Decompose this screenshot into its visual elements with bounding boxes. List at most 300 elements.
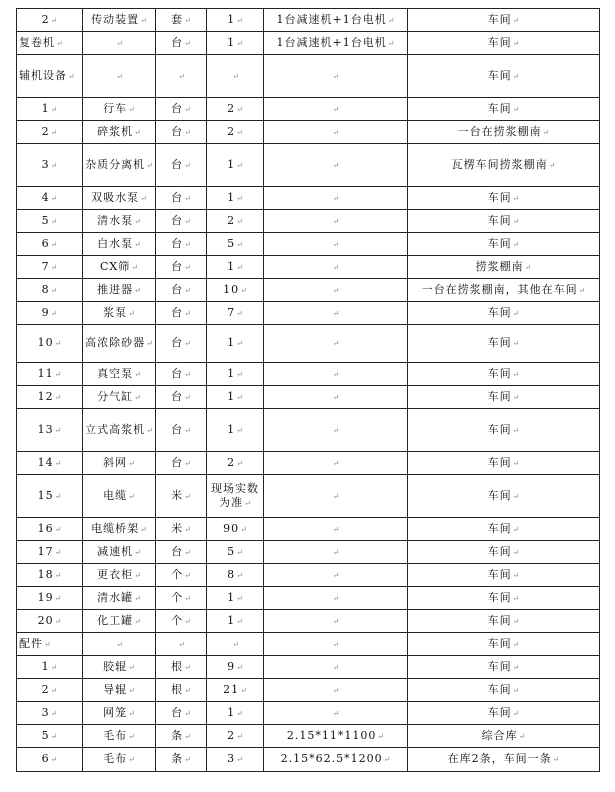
col-name-cell [83, 9, 156, 32]
col-unit-cell [156, 633, 207, 656]
col-location-cell [408, 9, 600, 32]
table-row [17, 475, 600, 518]
paragraph-mark-icon: ↵ [332, 639, 340, 649]
col-no-text: 6 [41, 752, 50, 765]
table-row [17, 541, 600, 564]
col-no-text: 19 [37, 590, 54, 604]
col-name-cell [83, 541, 156, 564]
table-row [17, 302, 600, 325]
col-name-cell [83, 633, 156, 656]
table-row [17, 679, 600, 702]
col-no-cell [17, 256, 83, 279]
col-location-text: 车间 [487, 336, 512, 349]
col-name-text: CX筛 [100, 259, 131, 273]
paragraph-mark-icon: ↵ [128, 755, 135, 764]
col-qty-text: 2 [227, 101, 236, 115]
col-name-cell [83, 325, 156, 363]
paragraph-mark-icon: ↵ [134, 392, 141, 402]
col-location-cell [408, 452, 600, 475]
paragraph-mark-icon: ↵ [184, 15, 191, 25]
table-row [17, 32, 600, 55]
paragraph-mark-icon: ↵ [56, 38, 63, 48]
paragraph-mark-icon: ↵ [236, 216, 243, 226]
paragraph-mark-icon: ↵ [512, 308, 520, 318]
table-row [17, 55, 600, 98]
paragraph-mark-icon: ↵ [184, 547, 191, 557]
col-location-cell [408, 363, 600, 386]
col-qty-cell [207, 564, 264, 587]
paragraph-mark-icon: ↵ [387, 38, 395, 48]
col-spec-text: 1台减速机+1台电机 [276, 35, 387, 49]
col-unit-text: 米 [171, 521, 184, 535]
col-unit-text: 台 [171, 157, 184, 171]
col-location-cell [408, 386, 600, 409]
col-unit-cell [156, 279, 207, 302]
col-no-cell [17, 541, 83, 564]
col-spec-cell [264, 55, 408, 98]
table-row [17, 518, 600, 541]
table-row [17, 279, 600, 302]
col-location-text: 车间 [487, 613, 512, 627]
col-no-text: 6 [41, 236, 50, 250]
paragraph-mark-icon: ↵ [50, 685, 58, 695]
col-unit-text: 台 [171, 190, 184, 204]
paragraph-mark-icon: ↵ [512, 104, 520, 114]
col-no-cell [17, 9, 83, 32]
col-location-cell [408, 32, 600, 55]
col-unit-cell [156, 748, 207, 772]
paragraph-mark-icon: ↵ [240, 285, 247, 295]
col-qty-cell [207, 386, 264, 409]
paragraph-mark-icon: ↵ [116, 38, 123, 48]
paragraph-mark-icon: ↵ [518, 731, 526, 741]
col-no-cell [17, 610, 83, 633]
paragraph-mark-icon: ↵ [140, 524, 147, 534]
col-spec-cell [264, 98, 408, 121]
paragraph-mark-icon: ↵ [50, 239, 58, 249]
col-location-text: 在库2条，车间一条 [447, 752, 552, 765]
paragraph-mark-icon: ↵ [512, 616, 520, 626]
col-qty-text: 5 [227, 236, 236, 250]
col-location-text: 车间 [487, 389, 512, 403]
col-no-text: 14 [37, 455, 54, 469]
col-unit-cell [156, 564, 207, 587]
paragraph-mark-icon: ↵ [134, 285, 141, 295]
paragraph-mark-icon: ↵ [236, 160, 243, 170]
col-unit-text: 根 [171, 659, 184, 673]
col-location-text: 瓦楞车间捞浆棚南 [451, 157, 548, 171]
paragraph-mark-icon: ↵ [184, 308, 191, 318]
equipment-table [16, 8, 600, 772]
col-unit-text: 台 [171, 544, 184, 558]
paragraph-mark-icon: ↵ [512, 547, 520, 557]
col-spec-cell [264, 386, 408, 409]
col-spec-cell [264, 656, 408, 679]
col-location-cell [408, 610, 600, 633]
col-name-text: 高浓除砂器 [85, 336, 146, 349]
col-unit-cell [156, 256, 207, 279]
col-location-cell [408, 564, 600, 587]
paragraph-mark-icon: ↵ [236, 755, 243, 764]
paragraph-mark-icon: ↵ [184, 369, 191, 379]
paragraph-mark-icon: ↵ [332, 524, 340, 534]
col-no-cell [17, 55, 83, 98]
table-row [17, 210, 600, 233]
col-spec-cell [264, 518, 408, 541]
paragraph-mark-icon: ↵ [332, 262, 340, 272]
paragraph-mark-icon: ↵ [512, 685, 520, 695]
col-name-cell [83, 475, 156, 518]
col-qty-cell [207, 702, 264, 725]
table-row [17, 9, 600, 32]
paragraph-mark-icon: ↵ [146, 160, 153, 170]
paragraph-mark-icon: ↵ [184, 425, 191, 435]
col-unit-cell [156, 386, 207, 409]
paragraph-mark-icon: ↵ [50, 708, 58, 718]
col-spec-cell [264, 32, 408, 55]
col-no-cell [17, 187, 83, 210]
col-no-text: 3 [41, 157, 50, 171]
col-no-cell [17, 233, 83, 256]
col-spec-cell [264, 564, 408, 587]
table-row [17, 564, 600, 587]
paragraph-mark-icon: ↵ [236, 458, 243, 468]
col-qty-cell [207, 587, 264, 610]
col-qty-text: 3 [227, 752, 236, 765]
paragraph-mark-icon: ↵ [128, 731, 135, 741]
col-spec-cell [264, 409, 408, 452]
paragraph-mark-icon: ↵ [128, 458, 135, 468]
col-spec-cell [264, 144, 408, 187]
paragraph-mark-icon: ↵ [524, 262, 532, 272]
col-no-cell [17, 302, 83, 325]
col-unit-cell [156, 55, 207, 98]
col-spec-cell [264, 210, 408, 233]
col-spec-cell [264, 256, 408, 279]
paragraph-mark-icon: ↵ [383, 755, 391, 764]
paragraph-mark-icon: ↵ [184, 593, 191, 603]
col-no-cell [17, 475, 83, 518]
paragraph-mark-icon: ↵ [332, 547, 340, 557]
paragraph-mark-icon: ↵ [332, 193, 340, 203]
col-unit-cell [156, 475, 207, 518]
paragraph-mark-icon: ↵ [332, 216, 340, 226]
paragraph-mark-icon: ↵ [512, 639, 520, 649]
col-name-text: 双吸水泵 [91, 190, 140, 204]
col-qty-cell [207, 144, 264, 187]
col-spec-text: 2.15*11*1100 [286, 728, 377, 742]
col-location-cell [408, 210, 600, 233]
col-name-text: 化工罐 [97, 613, 134, 627]
paragraph-mark-icon: ↵ [116, 639, 123, 649]
col-name-cell [83, 386, 156, 409]
paragraph-mark-icon: ↵ [542, 127, 550, 137]
col-name-text: 行车 [103, 101, 128, 115]
paragraph-mark-icon: ↵ [236, 616, 243, 626]
col-name-cell [83, 702, 156, 725]
paragraph-mark-icon: ↵ [68, 71, 75, 81]
col-spec-text: 2.15*62.5*1200 [280, 752, 383, 765]
col-no-cell [17, 748, 83, 772]
paragraph-mark-icon: ↵ [184, 731, 191, 741]
col-unit-text: 套 [171, 12, 184, 26]
col-qty-text: 1 [227, 705, 236, 719]
col-name-text: 传动装置 [91, 12, 140, 26]
paragraph-mark-icon: ↵ [146, 339, 153, 348]
col-qty-cell [207, 55, 264, 98]
paragraph-mark-icon: ↵ [134, 593, 141, 603]
paragraph-mark-icon: ↵ [236, 425, 243, 435]
paragraph-mark-icon: ↵ [184, 193, 191, 203]
paragraph-mark-icon: ↵ [332, 339, 340, 348]
col-unit-text: 根 [171, 682, 184, 696]
col-unit-cell [156, 610, 207, 633]
col-qty-cell [207, 187, 264, 210]
paragraph-mark-icon: ↵ [50, 262, 58, 272]
paragraph-mark-icon: ↵ [184, 339, 191, 348]
col-location-cell [408, 725, 600, 748]
col-no-cell [17, 725, 83, 748]
col-no-text: 复卷机 [19, 35, 55, 49]
paragraph-mark-icon: ↵ [332, 616, 340, 626]
col-qty-text: 10 [223, 282, 240, 296]
col-location-text: 车间 [487, 521, 512, 535]
col-qty-cell [207, 325, 264, 363]
col-location-cell [408, 518, 600, 541]
paragraph-mark-icon: ↵ [512, 392, 520, 402]
col-unit-cell [156, 210, 207, 233]
col-qty-text: 1 [227, 389, 236, 403]
col-qty-text: 1 [227, 12, 236, 26]
paragraph-mark-icon: ↵ [116, 71, 123, 81]
paragraph-mark-icon: ↵ [128, 308, 135, 318]
col-spec-cell [264, 233, 408, 256]
col-location-text: 车间 [487, 659, 512, 673]
col-unit-text: 台 [171, 35, 184, 49]
col-qty-text: 5 [227, 544, 236, 558]
col-no-text: 2 [41, 12, 50, 26]
paragraph-mark-icon: ↵ [134, 239, 141, 249]
paragraph-mark-icon: ↵ [134, 616, 141, 626]
col-location-cell [408, 633, 600, 656]
col-unit-text: 个 [171, 613, 184, 627]
paragraph-mark-icon: ↵ [240, 685, 247, 695]
col-qty-text: 90 [223, 521, 240, 535]
paragraph-mark-icon: ↵ [140, 193, 147, 203]
paragraph-mark-icon: ↵ [512, 593, 520, 603]
col-qty-cell [207, 210, 264, 233]
col-no-cell [17, 98, 83, 121]
col-unit-cell [156, 587, 207, 610]
col-unit-text: 台 [171, 705, 184, 719]
col-no-text: 16 [37, 521, 54, 535]
col-spec-cell [264, 725, 408, 748]
col-unit-cell [156, 702, 207, 725]
paragraph-mark-icon: ↵ [44, 639, 51, 649]
table-row [17, 656, 600, 679]
col-unit-cell [156, 409, 207, 452]
paragraph-mark-icon: ↵ [332, 570, 340, 580]
col-location-cell [408, 325, 600, 363]
col-location-cell [408, 187, 600, 210]
paragraph-mark-icon: ↵ [54, 392, 62, 402]
col-spec-cell [264, 633, 408, 656]
col-unit-cell [156, 121, 207, 144]
col-name-cell [83, 55, 156, 98]
paragraph-mark-icon: ↵ [184, 285, 191, 295]
col-spec-cell [264, 587, 408, 610]
paragraph-mark-icon: ↵ [332, 127, 340, 137]
col-name-text: 减速机 [97, 544, 134, 558]
col-location-text: 车间 [487, 682, 512, 696]
col-name-text: 白水泵 [97, 236, 134, 250]
col-qty-text: 1 [227, 336, 236, 349]
col-qty-cell [207, 256, 264, 279]
col-name-text: 导辊 [103, 682, 128, 696]
col-spec-cell [264, 325, 408, 363]
paragraph-mark-icon: ↵ [236, 339, 243, 348]
col-name-cell [83, 564, 156, 587]
table-row [17, 633, 600, 656]
col-no-cell [17, 679, 83, 702]
col-name-cell [83, 187, 156, 210]
paragraph-mark-icon: ↵ [54, 547, 62, 557]
paragraph-mark-icon: ↵ [236, 662, 243, 672]
col-unit-text: 台 [171, 259, 184, 273]
paragraph-mark-icon: ↵ [244, 498, 251, 508]
paragraph-mark-icon: ↵ [236, 308, 243, 318]
col-name-cell [83, 32, 156, 55]
col-no-text: 12 [37, 389, 54, 403]
col-location-cell [408, 475, 600, 518]
col-qty-cell [207, 233, 264, 256]
col-name-text: 网笼 [103, 705, 128, 719]
paragraph-mark-icon: ↵ [178, 639, 185, 649]
paragraph-mark-icon: ↵ [184, 392, 191, 402]
col-no-cell [17, 702, 83, 725]
col-unit-cell [156, 187, 207, 210]
col-no-text: 配件 [19, 636, 43, 650]
paragraph-mark-icon: ↵ [578, 285, 586, 295]
col-name-text: 电缆桥架 [91, 521, 140, 535]
table-row [17, 386, 600, 409]
paragraph-mark-icon: ↵ [232, 639, 239, 649]
col-no-text: 2 [41, 682, 50, 696]
col-name-cell [83, 302, 156, 325]
col-qty-cell [207, 725, 264, 748]
col-no-text: 5 [41, 213, 50, 227]
table-row [17, 144, 600, 187]
col-location-text: 车间 [487, 636, 512, 650]
col-unit-text: 米 [171, 488, 184, 502]
col-name-text: 真空泵 [97, 366, 134, 380]
paragraph-mark-icon: ↵ [184, 160, 191, 170]
col-qty-text: 1 [227, 590, 236, 604]
col-name-text: 杂质分离机 [85, 157, 146, 171]
paragraph-mark-icon: ↵ [146, 425, 153, 435]
paragraph-mark-icon: ↵ [232, 71, 239, 81]
col-location-text: 车间 [487, 455, 512, 469]
col-no-cell [17, 518, 83, 541]
col-qty-cell [207, 9, 264, 32]
col-qty-cell [207, 302, 264, 325]
col-location-cell [408, 748, 600, 772]
col-name-text: 立式高浆机 [85, 422, 146, 436]
paragraph-mark-icon: ↵ [134, 127, 141, 137]
col-name-text: 碎浆机 [97, 124, 134, 138]
col-unit-text: 台 [171, 389, 184, 403]
col-no-text: 17 [37, 544, 54, 558]
col-name-cell [83, 144, 156, 187]
paragraph-mark-icon: ↵ [184, 38, 191, 48]
col-no-cell [17, 452, 83, 475]
col-location-text: 车间 [487, 190, 512, 204]
col-qty-cell [207, 121, 264, 144]
col-name-cell [83, 656, 156, 679]
col-unit-cell [156, 541, 207, 564]
paragraph-mark-icon: ↵ [184, 616, 191, 626]
col-unit-text: 个 [171, 590, 184, 604]
paragraph-mark-icon: ↵ [236, 708, 243, 718]
paragraph-mark-icon: ↵ [54, 524, 62, 534]
paragraph-mark-icon: ↵ [332, 71, 340, 81]
col-name-cell [83, 587, 156, 610]
col-no-cell [17, 144, 83, 187]
col-qty-cell [207, 452, 264, 475]
paragraph-mark-icon: ↵ [332, 425, 340, 435]
col-no-text: 2 [41, 124, 50, 138]
col-location-text: 车间 [487, 305, 512, 319]
col-unit-cell [156, 452, 207, 475]
paragraph-mark-icon: ↵ [134, 547, 141, 557]
col-qty-text: 2 [227, 455, 236, 469]
col-spec-cell [264, 610, 408, 633]
col-unit-text: 台 [171, 422, 184, 436]
paragraph-mark-icon: ↵ [128, 685, 135, 695]
paragraph-mark-icon: ↵ [54, 616, 62, 626]
col-qty-cell [207, 541, 264, 564]
col-unit-cell [156, 98, 207, 121]
col-qty-cell [207, 633, 264, 656]
col-spec-cell [264, 363, 408, 386]
col-no-cell [17, 210, 83, 233]
col-spec-cell [264, 541, 408, 564]
paragraph-mark-icon: ↵ [236, 369, 243, 379]
paragraph-mark-icon: ↵ [236, 239, 243, 249]
paragraph-mark-icon: ↵ [236, 127, 243, 137]
table-row [17, 452, 600, 475]
table-row [17, 187, 600, 210]
col-no-text: 辅机设备 [19, 68, 67, 82]
col-qty-cell [207, 748, 264, 772]
col-spec-text: 1台减速机+1台电机 [276, 12, 387, 26]
col-location-text: 车间 [487, 68, 512, 82]
col-name-cell [83, 98, 156, 121]
paragraph-mark-icon: ↵ [184, 755, 191, 764]
paragraph-mark-icon: ↵ [236, 193, 243, 203]
col-unit-cell [156, 325, 207, 363]
col-name-text: 清水罐 [97, 590, 134, 604]
col-qty-text: 1 [227, 35, 236, 49]
paragraph-mark-icon: ↵ [184, 127, 191, 137]
col-qty-text: 1 [227, 422, 236, 436]
col-no-cell [17, 409, 83, 452]
col-no-text: 4 [41, 190, 50, 204]
paragraph-mark-icon: ↵ [50, 104, 58, 114]
paragraph-mark-icon: ↵ [50, 662, 58, 672]
col-no-text: 13 [37, 422, 54, 436]
col-name-cell [83, 233, 156, 256]
